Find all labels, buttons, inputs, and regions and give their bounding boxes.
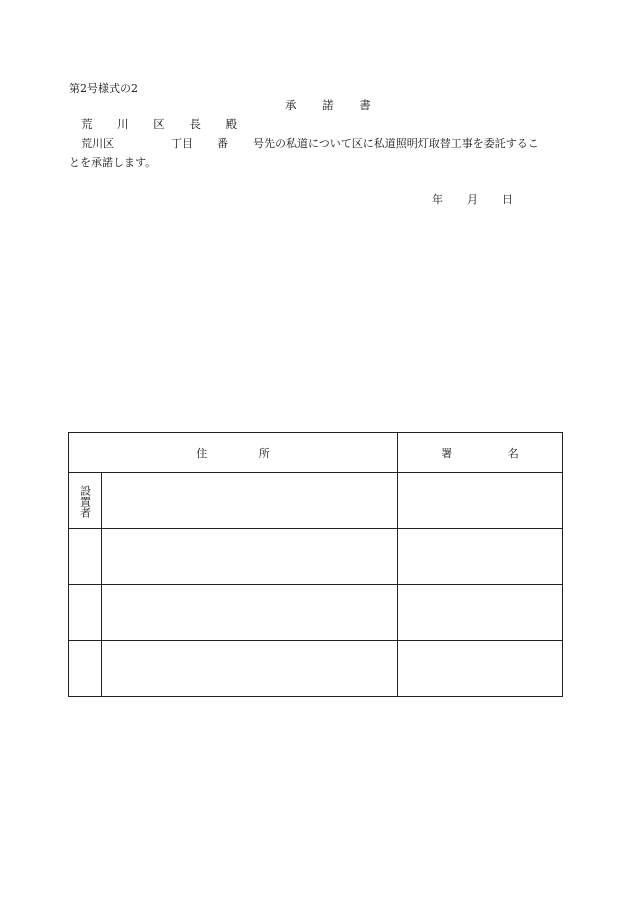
header-address: 住 所 — [69, 433, 398, 473]
installer-label-cell — [69, 473, 102, 529]
signature-cell[interactable] — [398, 585, 563, 641]
date-row — [432, 193, 513, 206]
body-line-1 — [81, 137, 561, 150]
body-text: 号先の私道について区に私道照明灯取替工事を委託するこ — [253, 137, 539, 150]
label-cell — [69, 641, 102, 697]
installer-label: 設置者 — [78, 485, 92, 518]
addressee: 荒 川 区 長 殿 — [81, 117, 248, 131]
address-cell[interactable] — [102, 585, 398, 641]
table-row — [69, 641, 563, 697]
date-day: 日 — [502, 193, 513, 206]
address-cell[interactable] — [102, 473, 398, 529]
signature-cell[interactable] — [398, 473, 563, 529]
chome-label: 丁目 — [171, 137, 193, 150]
form-number: 第2号様式の2 — [69, 82, 138, 95]
address-cell[interactable] — [102, 641, 398, 697]
body-line-2: とを承諾します。 — [69, 156, 157, 169]
ward-name: 荒川区 — [81, 137, 114, 150]
table-row — [69, 473, 563, 529]
consent-table — [68, 432, 563, 697]
document-title: 承 諾 書 — [285, 98, 382, 112]
address-cell[interactable] — [102, 529, 398, 585]
label-cell — [69, 585, 102, 641]
label-cell — [69, 529, 102, 585]
ban-label: 番 — [217, 137, 228, 150]
header-signature: 署 名 — [398, 433, 563, 473]
table-row — [69, 585, 563, 641]
date-month: 月 — [467, 193, 478, 206]
signature-cell[interactable] — [398, 641, 563, 697]
date-year: 年 — [432, 193, 443, 206]
table-row — [69, 529, 563, 585]
table-header-row — [69, 433, 563, 473]
signature-cell[interactable] — [398, 529, 563, 585]
